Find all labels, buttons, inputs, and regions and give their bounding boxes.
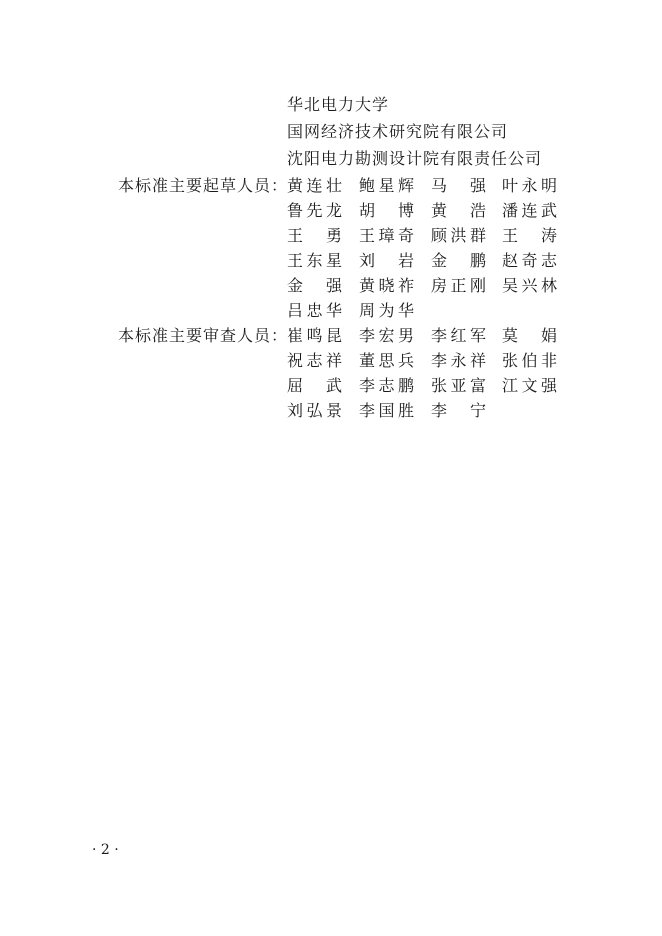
drafters-label: 本标准主要起草人员： [118, 176, 289, 195]
drafters-name: 赵奇志 [502, 251, 557, 270]
reviewers-name: 李红军 [431, 326, 486, 345]
reviewers-name: 崔鸣昆 [287, 326, 342, 345]
drafters-name: 胡 博 [359, 201, 414, 220]
reviewers-name: 张亚富 [431, 376, 486, 395]
organization-3: 沈阳电力勘测设计院有限责任公司 [287, 149, 543, 168]
drafters-name: 黄连壮 [287, 176, 342, 195]
reviewers-label: 本标准主要审查人员： [118, 326, 289, 345]
drafters-name: 叶永明 [502, 176, 557, 195]
drafters-name: 王璋奇 [359, 226, 414, 245]
drafters-name: 王 涛 [502, 226, 557, 245]
organization-2: 国网经济技术研究院有限公司 [287, 122, 509, 141]
reviewers-name: 董思兵 [359, 351, 414, 370]
reviewers-name: 李志鹏 [359, 376, 414, 395]
drafters-name: 黄 浩 [431, 201, 486, 220]
drafters-name: 马 强 [431, 176, 486, 195]
drafters-name: 金 鹏 [431, 251, 486, 270]
organization-1: 华北电力大学 [287, 95, 390, 114]
reviewers-name: 李宏男 [359, 326, 414, 345]
reviewers-name: 莫 娟 [502, 326, 557, 345]
drafters-name: 鲁先龙 [287, 201, 342, 220]
drafters-name: 金 强 [287, 276, 342, 295]
drafters-name: 吴兴林 [502, 276, 557, 295]
drafters-name: 周为华 [359, 301, 414, 320]
drafters-name: 王东星 [287, 251, 342, 270]
drafters-name: 房正刚 [431, 276, 486, 295]
drafters-name: 顾洪群 [431, 226, 486, 245]
drafters-name: 刘 岩 [359, 251, 414, 270]
drafters-name: 吕忠华 [287, 301, 342, 320]
reviewers-name: 李 宁 [431, 401, 486, 420]
drafters-name: 王 勇 [287, 226, 342, 245]
reviewers-name: 江文强 [502, 376, 557, 395]
page-number: · 2 · [92, 842, 119, 858]
drafters-name: 黄晓祚 [359, 276, 414, 295]
reviewers-name: 屈 武 [287, 376, 342, 395]
reviewers-name: 张伯非 [502, 351, 557, 370]
reviewers-name: 刘弘景 [287, 401, 342, 420]
drafters-name: 鲍星辉 [359, 176, 414, 195]
reviewers-name: 李永祥 [431, 351, 486, 370]
reviewers-name: 李国胜 [359, 401, 414, 420]
reviewers-name: 祝志祥 [287, 351, 342, 370]
drafters-name: 潘连武 [502, 201, 557, 220]
